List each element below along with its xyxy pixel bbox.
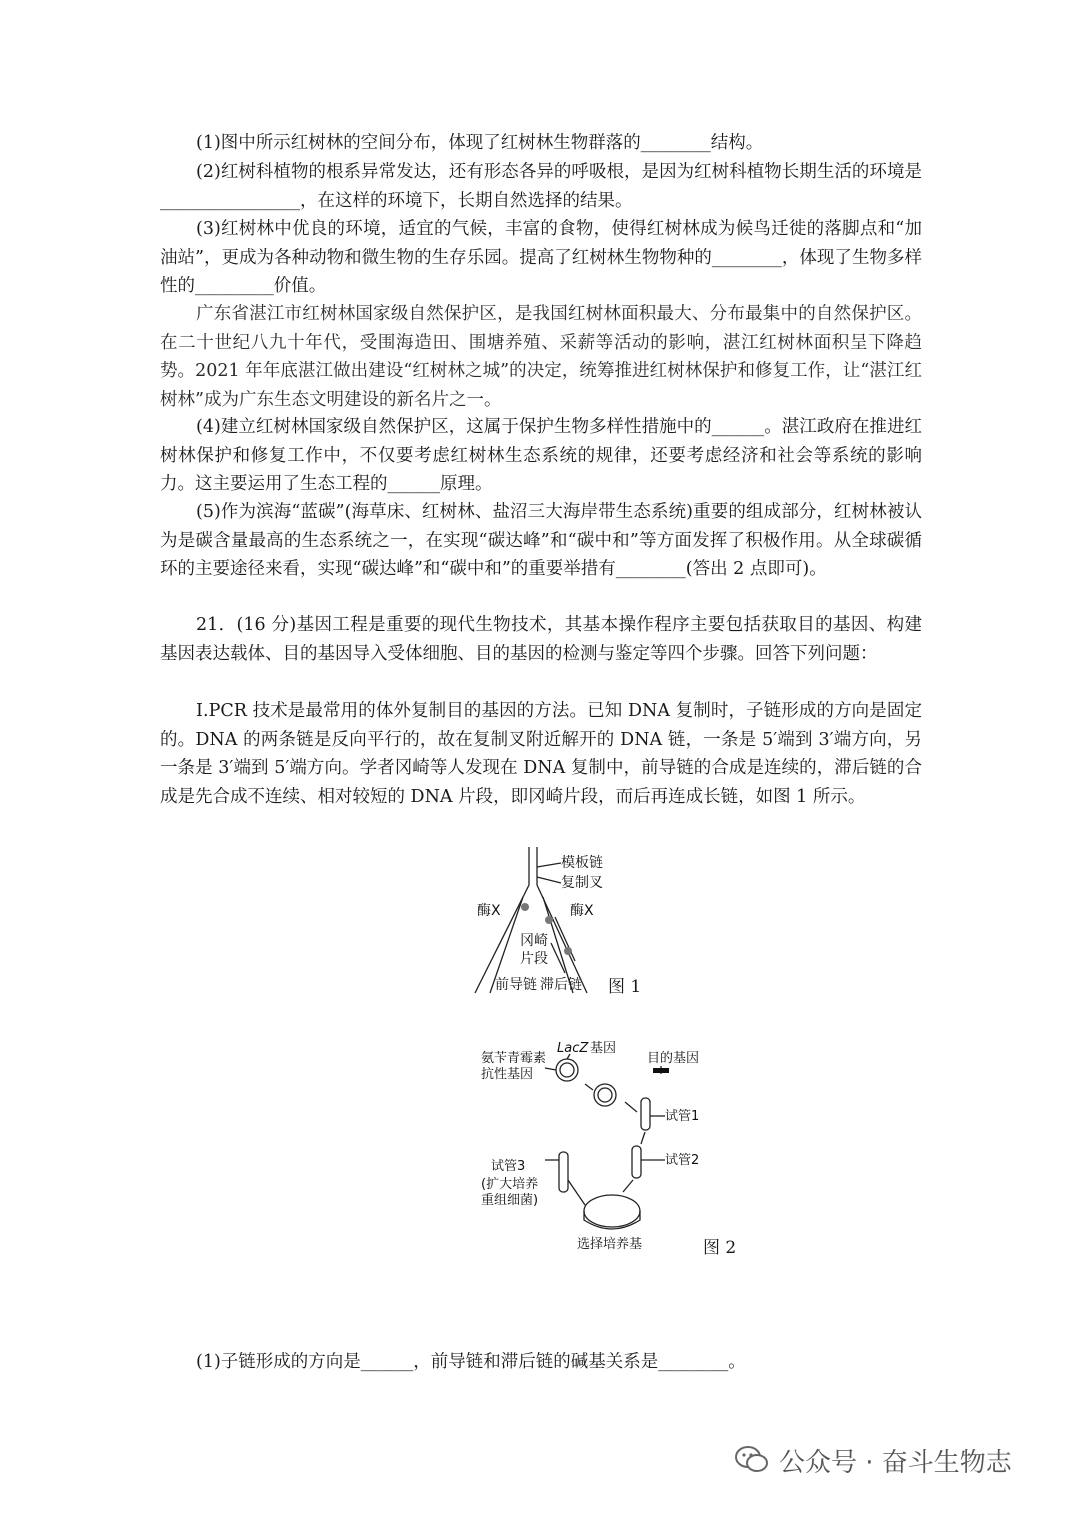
- label-okazaki-1: 冈崎: [520, 933, 548, 949]
- enzyme-x-right-mark: [545, 916, 553, 924]
- label-enzyme-x-left: 酶X: [477, 903, 501, 919]
- label-lacz: LacZ: [557, 1041, 589, 1056]
- label-enzyme-x-right: 酶X: [570, 903, 594, 919]
- okazaki-mark: [564, 947, 572, 955]
- sub-question-1: (1)子链形成的方向是______，前导链和滞后链的碱基关系是________。: [196, 1352, 746, 1372]
- question-1: (1)图中所示红树林的空间分布，体现了红树林生物群落的________结构。: [196, 133, 764, 153]
- part-one-intro: Ⅰ.PCR 技术是最常用的体外复制目的基因的方法。已知 DNA 复制时，子链形成的方向是固定的。DNA 的两条链是反向平行的，故在复制叉附近解开的 DNA 链，一条是 5′端到 3′端方向，另一条是 3′端到 5′端方向。学者冈崎等人发现在 DNA 复制中，前导链的合成是连续的，滞后链的合成是先合成不连续、相对较短的 DNA 片段，即冈崎片段，而后再连成长链，如图 1 所示。: [160, 701, 922, 807]
- plasmid-1: [556, 1059, 578, 1081]
- question-4: (4)建立红树林国家级自然保护区，这属于保护生物多样性措施中的______。湛江政府在推进红树林保护和修复工作中，不仅要考虑红树林生态系统的规律，还要考虑经济和社会等系统的影响力。这主要运用了生态工程的______原理。: [160, 417, 922, 495]
- label-lacz-suffix: 基因: [590, 1041, 617, 1056]
- label-amp-resistance-2: 抗性基因: [481, 1067, 534, 1082]
- label-tube-3-note-2: 重组细菌): [481, 1193, 539, 1208]
- question-2: (2)红树科植物的根系异常发达，还有形态各异的呼吸根，是因为红树科植物长期生活的环境是________________，在这样的环境下，长期自然选择的结果。: [160, 162, 922, 211]
- label-replication-fork: 复制叉: [561, 875, 603, 891]
- label-okazaki-2: 片段: [520, 951, 548, 967]
- figure-1-caption: 图 1: [608, 977, 642, 997]
- label-selective-medium: 选择培养基: [577, 1237, 643, 1252]
- tube-1: [641, 1098, 650, 1130]
- plasmid-2: [594, 1084, 616, 1106]
- question-21-stem: 21．(16 分)基因工程是重要的现代生物技术，其基本操作程序主要包括获取目的基因、构建基因表达载体、目的基因导入受体细胞、目的基因的检测与鉴定等四个步骤。回答下列问题：: [160, 615, 922, 664]
- label-tube-1: 试管1: [665, 1109, 700, 1124]
- petri-dish: [584, 1195, 640, 1227]
- question-5: (5)作为滨海“蓝碳”(海草床、红树林、盐沼三大海岸带生态系统)重要的组成部分，红树林被认为是碳含量最高的生态系统之一，在实现“碳达峰”和“碳中和”等方面发挥了积极作用。从全球碳循环的主要途径来看，实现“碳达峰”和“碳中和”的重要举措有________(答出 2 点即可)。: [160, 502, 922, 580]
- wechat-icon: [735, 1445, 769, 1475]
- label-lagging-strand: 滞后链: [540, 977, 582, 993]
- question-3: (3)红树林中优良的环境，适宜的气候，丰富的食物，使得红树林成为候鸟迁徙的落脚点和“加油站”，更成为各种动物和微生物的生存乐园。提高了红树林生物物种的________，体现了生物多样性的_________价值。: [160, 219, 922, 297]
- label-template-strand: 模板链: [561, 855, 603, 871]
- watermark-text: 公众号 · 奋斗生物志: [779, 1447, 1012, 1478]
- figure-2-caption: 图 2: [703, 1238, 737, 1258]
- tube-3: [559, 1152, 568, 1192]
- figure-2-gene-cloning: [475, 1040, 715, 1255]
- label-leading-strand: 前导链: [495, 977, 537, 993]
- reading-material: 广东省湛江市红树林国家级自然保护区，是我国红树林面积最大、分布最集中的自然保护区。在二十世纪八九十年代，受围海造田、围塘养殖、采薪等活动的影响，湛江红树林面积呈下降趋势。2021 年年底湛江做出建设“红树林之城”的决定，统筹推进红树林保护和修复工作，让“湛江红树林”成为广东生态文明建设的新名片之一。: [160, 304, 922, 410]
- label-amp-resistance-1: 氨苄青霉素: [481, 1051, 547, 1066]
- watermark: [735, 1438, 1055, 1482]
- enzyme-x-left-mark: [521, 903, 529, 911]
- label-tube-3: 试管3: [491, 1159, 526, 1174]
- label-tube-3-note-1: (扩大培养: [481, 1177, 539, 1192]
- label-target-gene: 目的基因: [647, 1051, 700, 1066]
- label-tube-2: 试管2: [665, 1153, 700, 1168]
- tube-2: [632, 1146, 641, 1178]
